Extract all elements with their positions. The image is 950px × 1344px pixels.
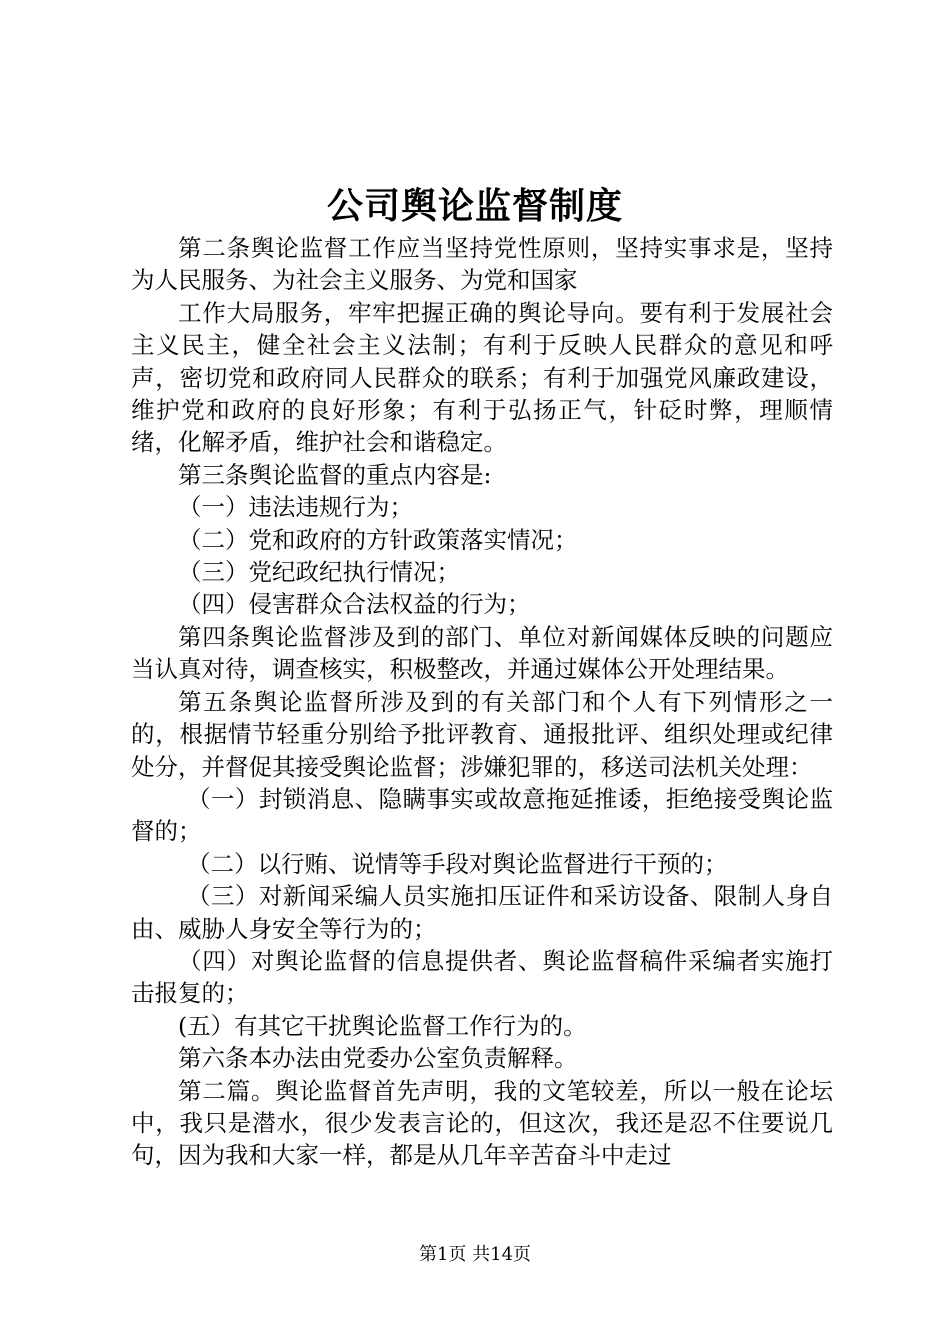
paragraph-article-5: 第五条舆论监督所涉及到的有关部门和个人有下列情形之一的，根据情节轻重分别给予批评教育、通报批评、组织处理或纪律处分，并督促其接受舆论监督；涉嫌犯罪的，移送司法机关处理： [131,687,833,781]
list-item-3-2: （二）党和政府的方针政策落实情况； [178,525,578,554]
paragraph-article-3: 第三条舆论监督的重点内容是: [178,460,492,489]
paragraph-article-2: 第二条舆论监督工作应当坚持党性原则，坚持实事求是，坚持为人民服务、为社会主义服务、为党和国家 [131,234,833,295]
paragraph-article-4: 第四条舆论监督涉及到的部门、单位对新闻媒体反映的问题应当认真对待，调查核实，积极整改，并通过媒体公开处理结果。 [131,622,833,684]
list-item-5-4: （四）对舆论监督的信息提供者、舆论监督稿件采编者实施打击报复的； [131,946,833,1008]
list-item-5-5: (五）有其它干扰舆论监督工作行为的。 [178,1011,587,1040]
paragraph-article-6: 第六条本办法由党委办公室负责解释。 [178,1044,578,1073]
document-body [131,232,833,1172]
document-title: 公司舆论监督制度 [326,185,623,227]
paragraph-part-2: 第二篇。舆论监督首先声明，我的文笔较差，所以一般在论坛中，我只是潜水，很少发表言论的，但这次，我还是忍不住要说几句，因为我和大家一样，都是从几年辛苦奋斗中走过 [131,1076,833,1170]
list-item-3-4: （四）侵害群众合法权益的行为； [178,590,531,619]
list-item-5-3: （三）对新闻采编人员实施扣压证件和采访设备、限制人身自由、威胁人身安全等行为的； [131,882,833,943]
list-item-5-2: （二）以行贿、说情等手段对舆论监督进行干预的； [187,849,728,878]
list-item-3-1: （一）违法违规行为； [178,493,413,522]
page-number: 第1页 共14页 [418,1244,532,1265]
list-item-5-1: （一）封锁消息、隐瞒事实或故意拖延推诿，拒绝接受舆论监督的； [131,784,833,846]
list-item-3-3: （三）党纪政纪执行情况； [178,558,460,587]
paragraph-article-2-continued: 工作大局服务，牢牢把握正确的舆论导向。要有利于发展社会主义民主，健全社会主义法制；有利于反映人民群众的意见和呼声，密切党和政府同人民群众的联系；有利于加强党风廉政建设，维护党和政府的良好形象；有利于弘扬正气，针砭时弊，理顺情绪，化解矛盾，维护社会和谐稳定。 [131,298,833,457]
